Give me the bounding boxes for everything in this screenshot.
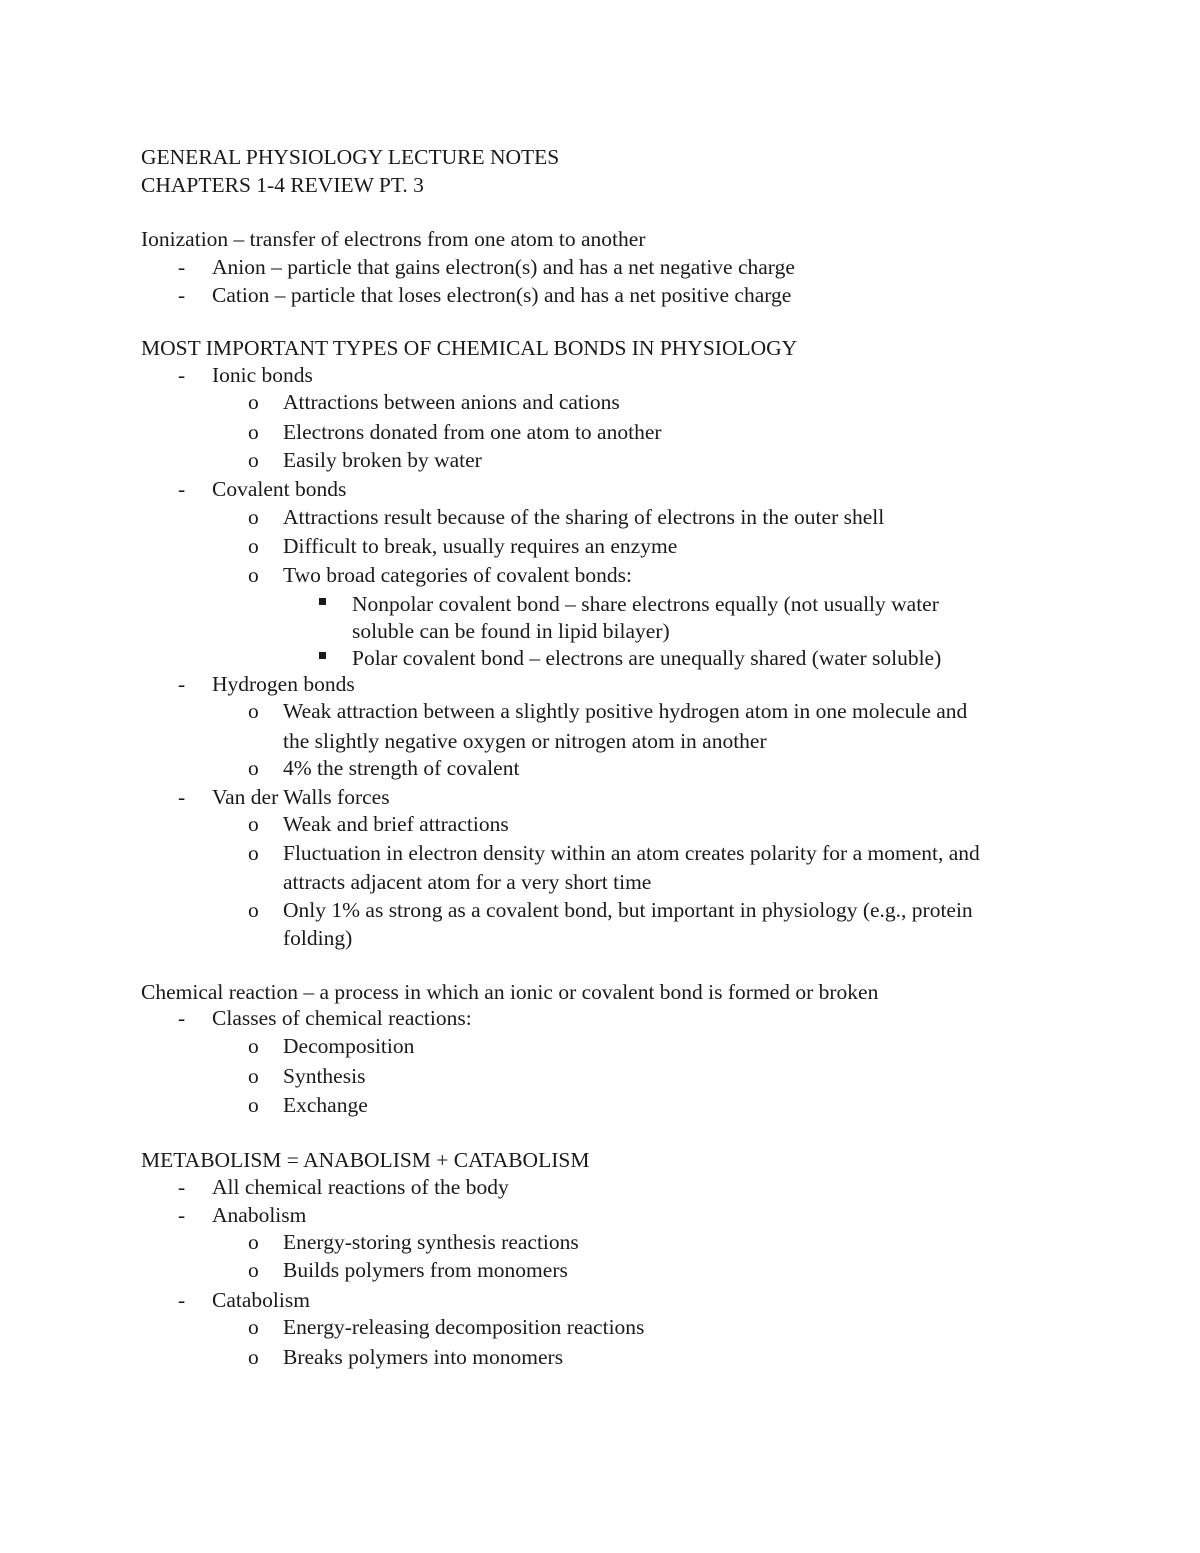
anabolism-item: Builds polymers from monomers [283,1258,568,1282]
hydrogen-item: 4% the strength of covalent [283,756,520,780]
circle-marker: o [248,448,259,472]
circle-marker: o [248,563,259,587]
catabolism-label: Catabolism [212,1288,310,1312]
vdw-item: Fluctuation in electron density within an atom creates polarity for a moment, and [283,841,980,865]
anabolism-item: Energy-storing synthesis reactions [283,1230,579,1254]
dash-marker: - [178,785,186,809]
circle-marker: o [248,1345,259,1369]
metabolism-heading: METABOLISM = ANABOLISM + CATABOLISM [141,1148,590,1172]
metabolism-all-item: All chemical reactions of the body [212,1175,509,1199]
dash-marker: - [178,1288,186,1312]
hydrogen-bonds-label: Hydrogen bonds [212,672,355,696]
vdw-item: Only 1% as strong as a covalent bond, but important in physiology (e.g., protein [283,898,973,922]
covalent-category: Polar covalent bond – electrons are unequally shared (water soluble) [352,646,942,670]
square-bullet-icon [319,598,326,605]
circle-marker: o [248,505,259,529]
chemical-reaction-heading: Chemical reaction – a process in which an ionic or covalent bond is formed or broken [141,980,879,1004]
hydrogen-item: Weak attraction between a slightly positive hydrogen atom in one molecule and [283,699,968,723]
dash-marker: - [178,1203,186,1227]
catabolism-item: Breaks polymers into monomers [283,1345,564,1369]
dash-marker: - [178,1175,186,1199]
hydrogen-item-cont: the slightly negative oxygen or nitrogen atom in another [283,729,767,753]
anabolism-label: Anabolism [212,1203,307,1227]
circle-marker: o [248,1034,259,1058]
covalent-bonds-label: Covalent bonds [212,477,347,501]
circle-marker: o [248,756,259,780]
dash-marker: - [178,363,186,387]
document-title: GENERAL PHYSIOLOGY LECTURE NOTES [141,145,560,169]
circle-marker: o [248,534,259,558]
dash-marker: - [178,477,186,501]
catabolism-item: Energy-releasing decomposition reactions [283,1315,645,1339]
reaction-classes-label: Classes of chemical reactions: [212,1006,472,1030]
covalent-category-cont: soluble can be found in lipid bilayer) [352,619,670,643]
ionic-item: Attractions between anions and cations [283,390,620,414]
circle-marker: o [248,1258,259,1282]
ionic-item: Electrons donated from one atom to another [283,420,662,444]
ionization-heading: Ionization – transfer of electrons from one atom to another [141,227,646,251]
vdw-item-cont: attracts adjacent atom for a very short time [283,870,652,894]
circle-marker: o [248,420,259,444]
circle-marker: o [248,1093,259,1117]
vdw-forces-label: Van der Walls forces [212,785,390,809]
circle-marker: o [248,390,259,414]
circle-marker: o [248,898,259,922]
covalent-category: Nonpolar covalent bond – share electrons equally (not usually water [352,592,939,616]
circle-marker: o [248,1230,259,1254]
dash-marker: - [178,255,186,279]
anion-item: Anion – particle that gains electron(s) and has a net negative charge [212,255,795,279]
circle-marker: o [248,1064,259,1088]
reaction-class: Exchange [283,1093,368,1117]
document-subtitle: CHAPTERS 1-4 REVIEW PT. 3 [141,173,424,197]
cation-item: Cation – particle that loses electron(s) and has a net positive charge [212,283,792,307]
ionic-item: Easily broken by water [283,448,482,472]
ionic-bonds-label: Ionic bonds [212,363,313,387]
vdw-item: Weak and brief attractions [283,812,509,836]
dash-marker: - [178,672,186,696]
circle-marker: o [248,1315,259,1339]
reaction-class: Decomposition [283,1034,415,1058]
dash-marker: - [178,1006,186,1030]
bonds-heading: MOST IMPORTANT TYPES OF CHEMICAL BONDS IN PHYSIOLOGY [141,336,798,360]
square-bullet-icon [319,652,326,659]
covalent-item: Attractions result because of the sharing of electrons in the outer shell [283,505,885,529]
reaction-class: Synthesis [283,1064,366,1088]
covalent-item: Difficult to break, usually requires an enzyme [283,534,678,558]
circle-marker: o [248,841,259,865]
dash-marker: - [178,283,186,307]
circle-marker: o [248,812,259,836]
covalent-item: Two broad categories of covalent bonds: [283,563,632,587]
vdw-item-cont: folding) [283,926,353,950]
circle-marker: o [248,699,259,723]
